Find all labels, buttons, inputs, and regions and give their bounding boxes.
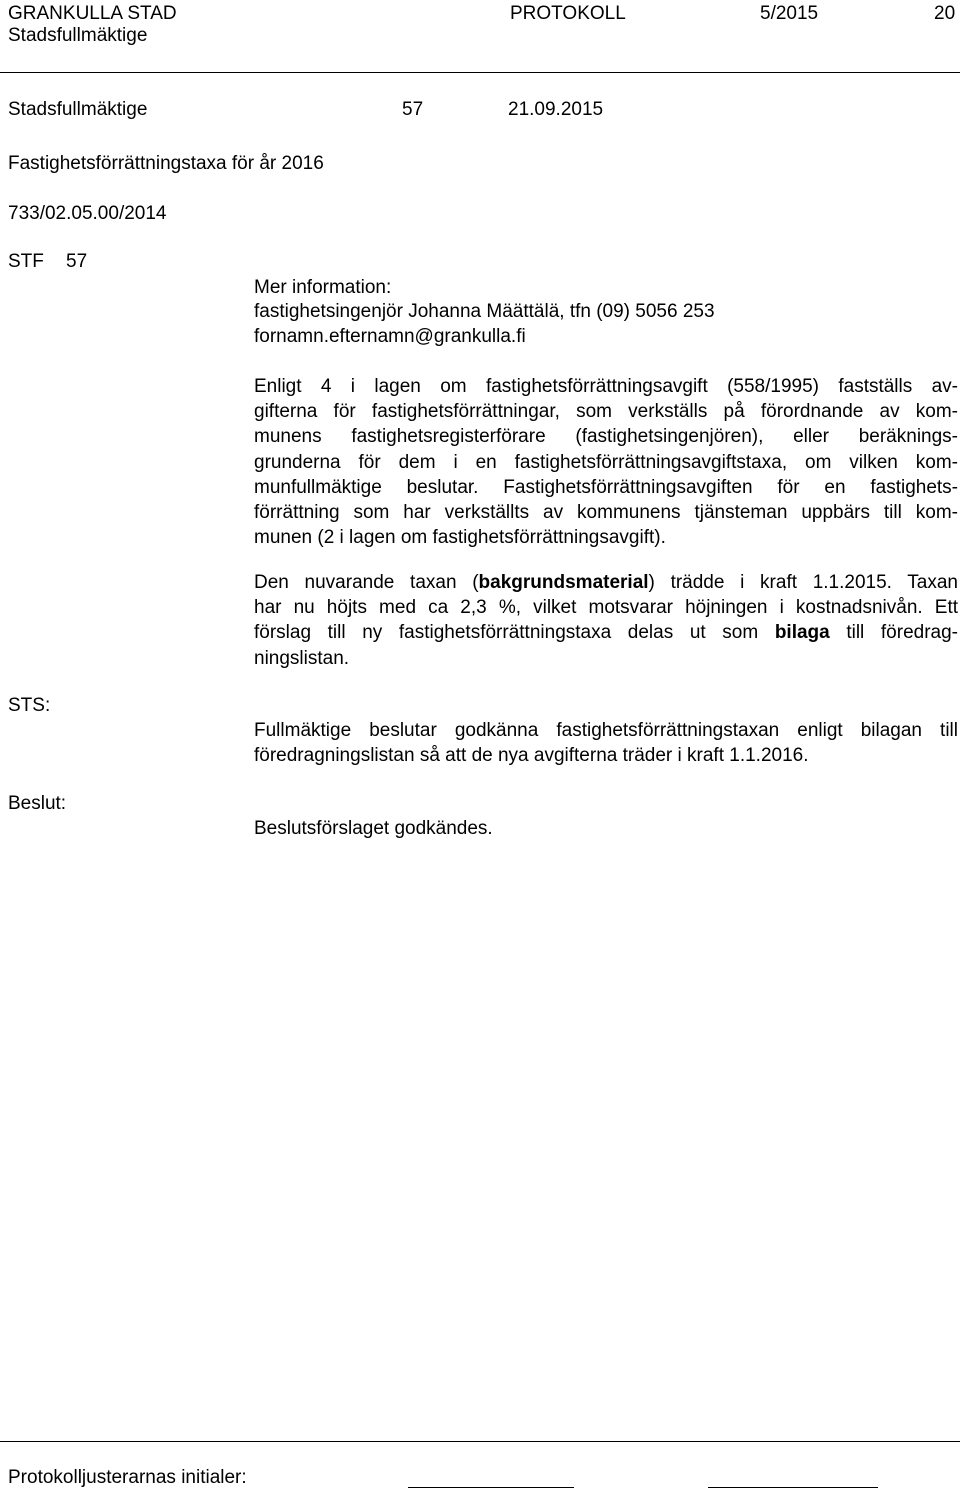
diary-number: 733/02.05.00/2014: [8, 203, 167, 224]
document-title: Fastighetsförrättningstaxa för år 2016: [8, 153, 324, 174]
meeting-body: Stadsfullmäktige: [8, 99, 148, 120]
decision-text: Beslutsförslaget godkändes.: [254, 818, 493, 839]
initials-signature-line: [708, 1487, 878, 1488]
paragraph-legal-basis: [254, 374, 958, 550]
sts-label: STS:: [8, 695, 51, 716]
info-contact: fastighetsingenjör Johanna Määttälä, tfn (09) 5056 253: [254, 301, 715, 322]
paragraph-line: Fullmäktige beslutar godkänna fastighetsförrättningstaxan enligt bilagan till: [254, 720, 958, 741]
text-run: ) trädde i kraft 1.1.2015. Taxan: [648, 572, 958, 593]
info-heading: Mer information:: [254, 277, 392, 298]
paragraph-line: förrättning som har verkställts av kommunens tjänsteman uppbärs till kom-: [254, 502, 958, 524]
header-number: 5/2015: [760, 3, 819, 24]
info-email: fornamn.efternamn@grankulla.fi: [254, 326, 526, 347]
initials-signature-line: [408, 1487, 574, 1488]
decision-label: Beslut:: [8, 793, 67, 814]
text-run: till föredrag-: [829, 622, 958, 644]
header-page-number: 20: [934, 3, 956, 24]
header-divider: [0, 72, 960, 73]
header-org: GRANKULLA STAD: [8, 3, 177, 24]
paragraph-line: grunderna för dem i en fastighetsförrättningsavgiftstaxa, om vilken kom-: [254, 451, 958, 473]
paragraph-line: [254, 570, 958, 595]
bilaga-bold: bilaga: [774, 622, 830, 644]
paragraph-line: föredragningslistan så att de nya avgifterna träder i kraft 1.1.2016.: [254, 745, 809, 767]
header-doc-type: PROTOKOLL: [510, 3, 626, 24]
paragraph-line: munens fastighetsregisterförare (fastighetsingenjören), eller beräknings-: [254, 426, 958, 448]
footer-divider: [0, 1441, 960, 1442]
footer-initials-label: Protokolljusterarnas initialer:: [8, 1467, 247, 1488]
sts-proposal: [254, 718, 958, 768]
paragraph-line: gifterna för fastighetsförrättningar, som verkställs på förordnande av kom-: [254, 401, 958, 423]
paragraph-current-tariff: [254, 570, 958, 671]
paragraph-line: har nu höjts med ca 2,3 %, vilket motsvarar höjningen i kostnadsnivån. Ett: [254, 597, 958, 619]
meeting-section-number: 57: [402, 99, 424, 120]
header-body: Stadsfullmäktige: [8, 25, 148, 46]
text-run: Den nuvarande taxan (: [254, 572, 479, 593]
reference-label: STF: [8, 251, 44, 272]
reference-number: 57: [66, 251, 88, 272]
paragraph-line: Enligt 4 i lagen om fastighetsförrättningsavgift (558/1995) fastställs av-: [254, 376, 958, 397]
paragraph-line: munfullmäktige beslutar. Fastighetsförrättningsavgiften för en fastighets-: [254, 476, 958, 498]
paragraph-line: ningslistan.: [254, 647, 350, 669]
text-run: förslag till ny fastighetsförrättningstaxa delas ut som: [254, 622, 775, 644]
meeting-date: 21.09.2015: [508, 99, 604, 120]
paragraph-line: munen (2 i lagen om fastighetsförrättningsavgift).: [254, 527, 666, 549]
paragraph-line: [254, 620, 958, 645]
bakgrundsmaterial-bold: bakgrundsmaterial: [478, 572, 649, 593]
